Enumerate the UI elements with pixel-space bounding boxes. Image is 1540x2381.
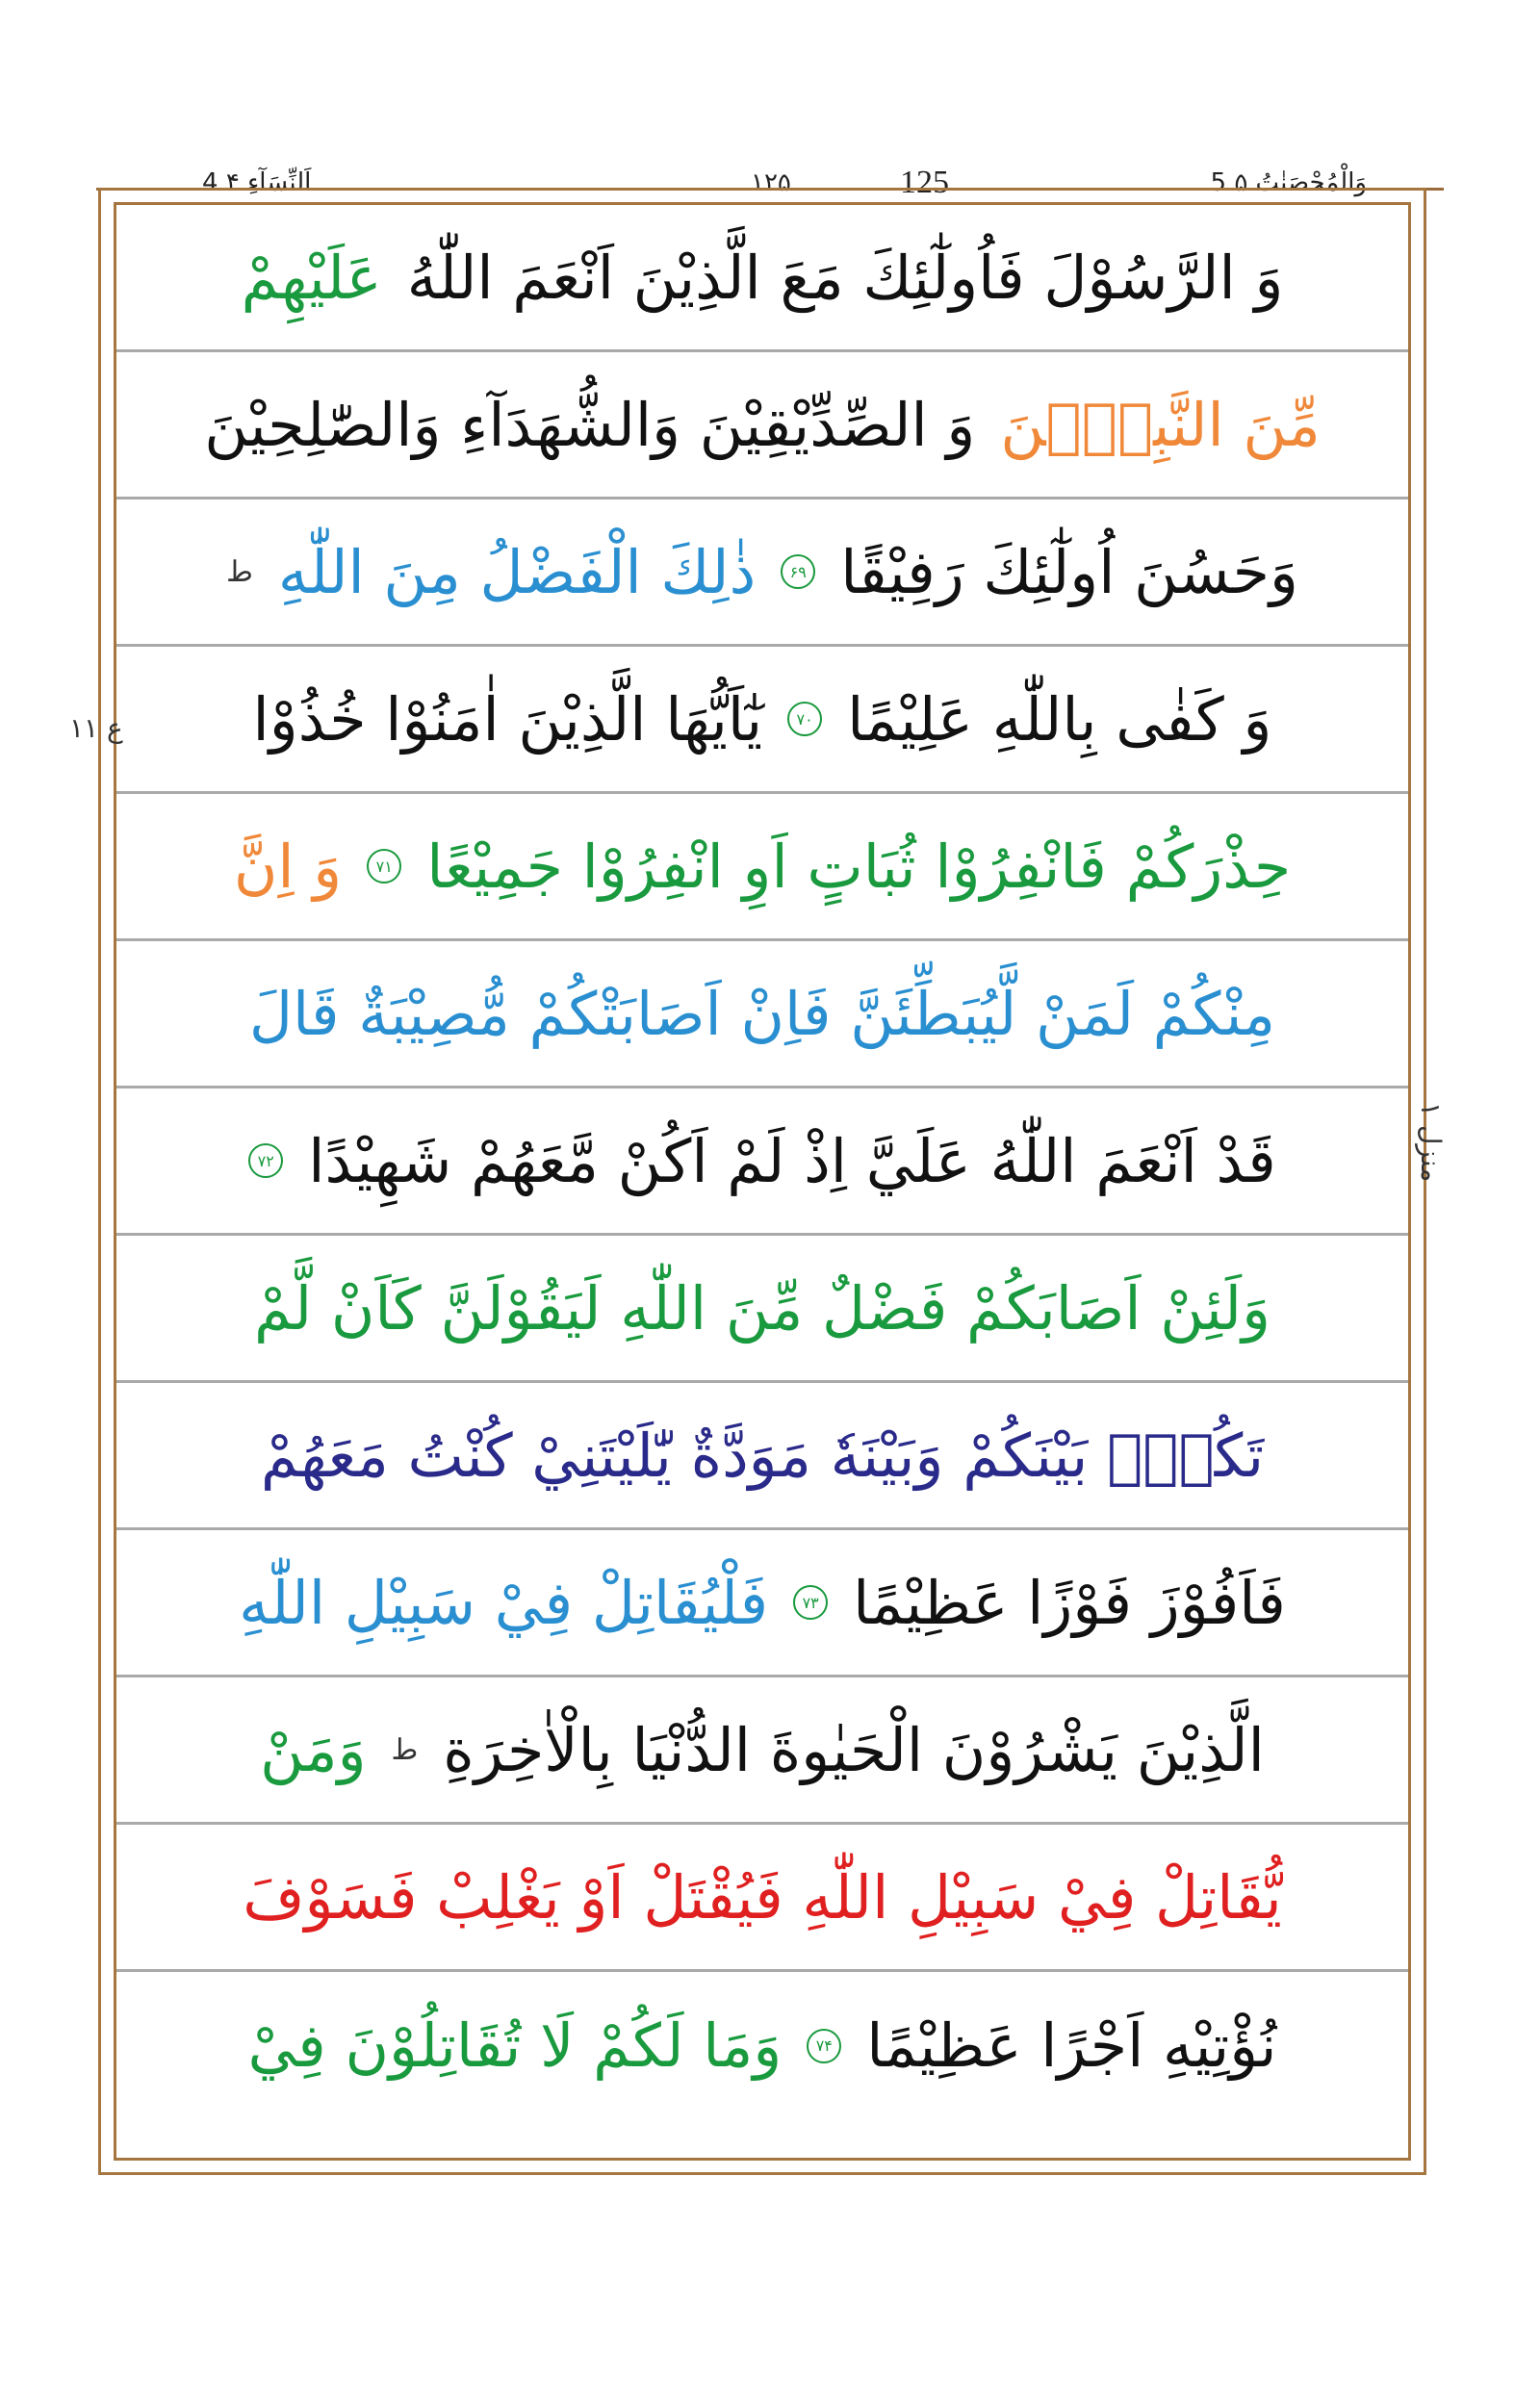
text-line-4 [116, 647, 1408, 794]
verse-text-segment: يُّقَاتِلْ فِيْ سَبِيْلِ اللّٰهِ فَيُقْتَلْ اَوْ يَغْلِبْ فَسَوْفَ [243, 1861, 1282, 1933]
ayah-number-marker: ۷۰ [787, 702, 822, 736]
header-page-number: 125 [890, 164, 959, 202]
verse-text-segment: وَمَا لَكُمْ لَا تُقَاتِلُوْنَ فِيْ [247, 2010, 783, 2081]
ayah-number-marker: ۷۱ [367, 849, 401, 883]
verse-text-segment: يٰٓاَيُّهَا الَّذِيْنَ اٰمَنُوْا خُذُوْا [252, 683, 763, 755]
verse-text-segment: الَّذِيْنَ يَشْرُوْنَ الْحَيٰوةَ الدُّنْيَا بِالْاٰخِرَةِ [443, 1714, 1265, 1785]
ruku-marker: ع ١١ [69, 712, 123, 744]
text-line-1 [116, 205, 1408, 352]
ayah-number-marker: ۷۲ [248, 1143, 283, 1178]
verse-text-segment: فَلْيُقَاتِلْ فِيْ سَبِيْلِ اللّٰهِ [239, 1567, 769, 1638]
verse-text-segment: وَحَسُنَ اُولٰٓئِكَ رَفِيْقًا [840, 536, 1298, 607]
text-line-2 [116, 352, 1408, 499]
text-line-3 [116, 499, 1408, 647]
verse-text-segment: عَلَيْهِمْ [241, 242, 382, 313]
text-line-5 [116, 794, 1408, 941]
verse-text-segment: نُؤْتِيْهِ اَجْرًا عَظِيْمًا [866, 2010, 1277, 2081]
quran-text-lines [116, 205, 1408, 2119]
verse-text-segment: وَلَئِنْ اَصَابَكُمْ فَضْلٌ مِّنَ اللّٰهِ لَيَقُوْلَنَّ كَاَنْ لَّمْ [253, 1272, 1271, 1344]
ayah-number-marker: ۷۳ [793, 1585, 828, 1620]
text-line-9 [116, 1383, 1408, 1530]
verse-text-segment: ذٰلِكَ الْفَضْلُ مِنَ اللّٰهِ [277, 536, 757, 607]
text-line-11 [116, 1677, 1408, 1825]
verse-text-segment: وَمَنْ [260, 1714, 367, 1785]
text-line-7 [116, 1088, 1408, 1236]
verse-text-segment: وَ الرَّسُوْلَ فَاُولٰٓئِكَ مَعَ الَّذِيْنَ اَنْعَمَ اللّٰهُ [406, 242, 1284, 313]
verse-text-segment: قَدْ اَنْعَمَ اللّٰهُ عَلَيَّ اِذْ لَمْ اَكُنْ مَّعَهُمْ شَهِيْدًا [308, 1125, 1276, 1196]
text-line-8 [116, 1236, 1408, 1383]
text-line-10 [116, 1530, 1408, 1677]
verse-text-segment: وَ كَفٰى بِاللّٰهِ عَلِيْمًا [847, 683, 1272, 755]
verse-text-segment: مِّنَ النَّبِيّٖنَ [1000, 389, 1321, 460]
manzil-marker: منزل ۱ [1415, 1102, 1447, 1183]
verse-text-segment: مِنْكُمْ لَمَنْ لَّيُبَطِّئَنَّ فَاِنْ اَصَابَتْكُمْ مُّصِيْبَةٌ قَالَ [248, 978, 1276, 1049]
verse-text-segment: وَ اِنَّ [233, 831, 343, 902]
verse-text-segment: فَاَفُوْزَ فَوْزًا عَظِيْمًا [853, 1567, 1286, 1638]
header-juz-name: 5 وَالْمُحْصَنٰتُ ۵ [1201, 164, 1376, 202]
header-surah-name: 4 اَلنِّسَآءِ ۴ [192, 164, 321, 202]
header-page-number-urdu: ۱۲۵ [741, 164, 801, 202]
verse-text-segment: حِذْرَكُمْ فَانْفِرُوْا ثُبَاتٍ اَوِ انْفِرُوْا جَمِيْعًا [426, 831, 1292, 902]
verse-text-segment: وَ الصِّدِّيْقِيْنَ وَالشُّهَدَآءِ وَالصّٰلِحِيْنَ [204, 389, 976, 460]
text-line-6 [116, 941, 1408, 1088]
ayah-number-marker: ۶۹ [781, 554, 815, 589]
text-line-13 [116, 1972, 1408, 2119]
waqf-mark: ط [391, 1732, 419, 1767]
text-line-12 [116, 1825, 1408, 1972]
waqf-mark: ط [226, 554, 253, 589]
ayah-number-marker: ۷۴ [807, 2029, 841, 2063]
verse-text-segment: تَكُنْۢ بَيْنَكُمْ وَبَيْنَهٗ مَوَدَّةٌ يّٰلَيْتَنِيْ كُنْتُ مَعَهُمْ [260, 1420, 1265, 1491]
